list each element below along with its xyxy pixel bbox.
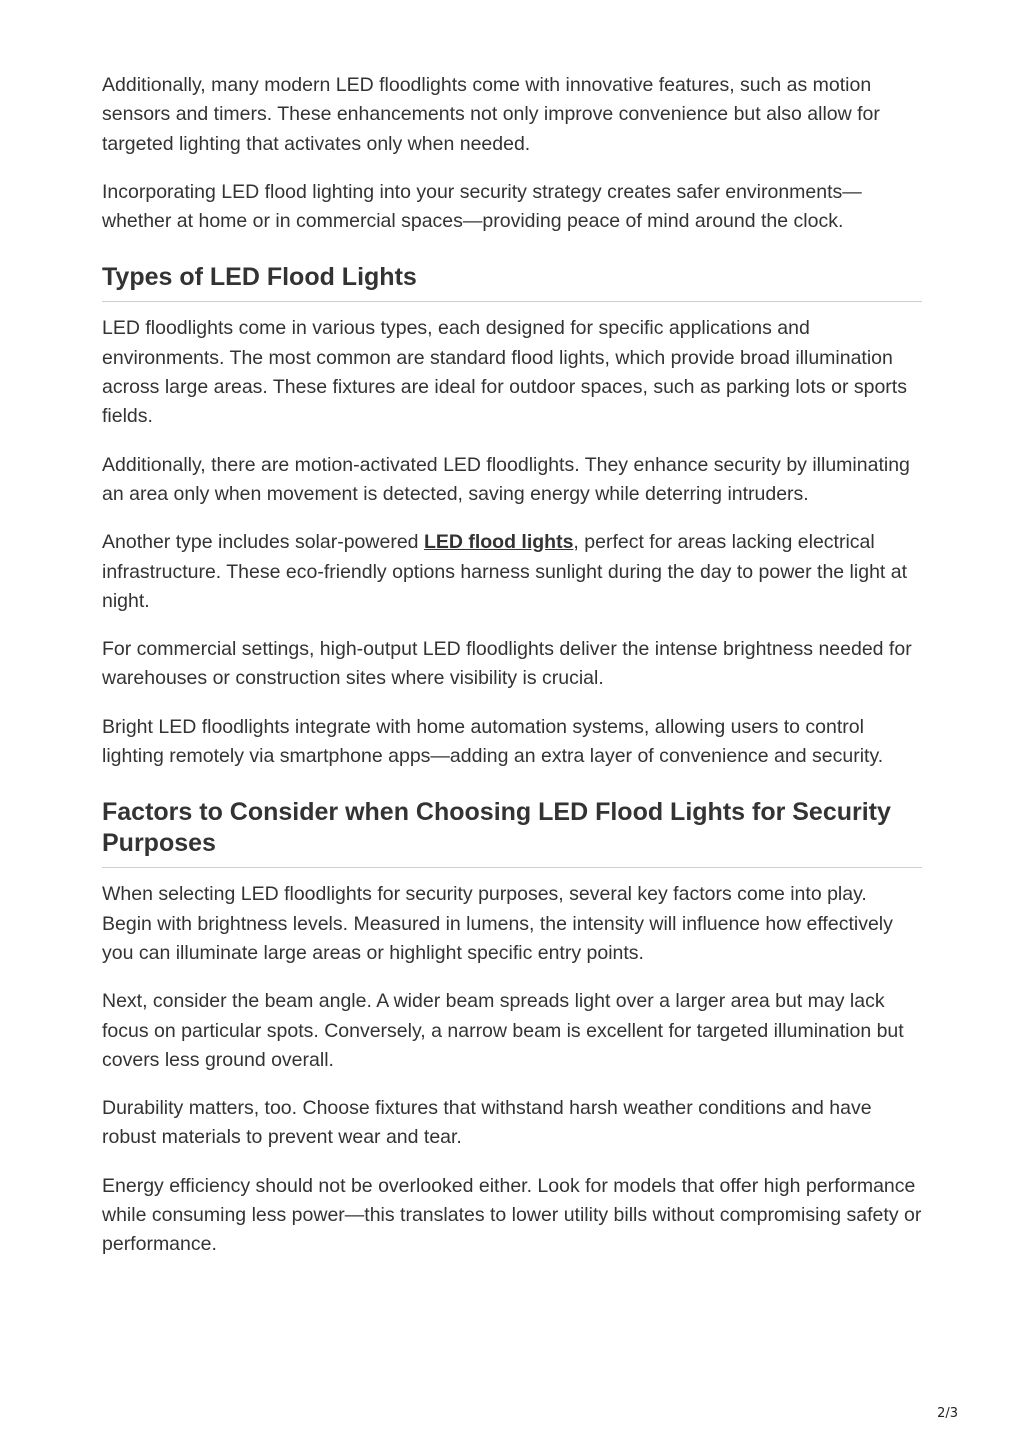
types-paragraph-3-before: Another type includes solar-powered [102, 531, 424, 554]
types-paragraph-2: Additionally, there are motion-activated LED floodlights. They enhance security by illuminating an area only when movement is detected, saving energy while deterring intruders. [102, 453, 910, 505]
types-section [102, 262, 922, 771]
types-paragraph-1: LED floodlights come in various types, each designed for specific applications and environments. The most common are standard flood lights, which provide broad illumination across large areas. These fixtures are ideal for outdoor spaces, such as parking lots or sports fields. [102, 317, 907, 428]
page-number: 2/3 [937, 1406, 958, 1421]
factors-paragraph-1: When selecting LED floodlights for security purposes, several key factors come into play. Begin with brightness levels. Measured in lumens, the intensity will influence how effectively you can illuminate large areas or highlight specific entry points. [102, 883, 893, 964]
factors-section [102, 797, 922, 1259]
types-paragraph-5: Bright LED floodlights integrate with home automation systems, allowing users to control lighting remotely via smartphone apps—adding an extra layer of convenience and security. [102, 715, 884, 768]
intro-paragraph-1: Additionally, many modern LED floodlights come with innovative features, such as motion sensors and timers. These enhancements not only improve convenience but also allow for targeted lighting that activates only when needed. [102, 74, 880, 155]
document-page [102, 71, 922, 1279]
types-heading: Types of LED Flood Lights [102, 262, 922, 302]
types-paragraph-3-after: , perfect for areas lacking electrical infrastructure. These eco-friendly options harness sunlight during the day to power the light at night. [102, 531, 908, 612]
intro-paragraph-2: Incorporating LED flood lighting into your security strategy creates safer environments—whether at home or in commercial spaces—providing peace of mind around the clock. [102, 180, 862, 233]
types-paragraph-4: For commercial settings, high-output LED floodlights deliver the intense brightness needed for warehouses or construction sites where visibility is crucial. [102, 638, 912, 690]
factors-paragraph-4: Energy efficiency should not be overlooked either. Look for models that offer high performance while consuming less power—this translates to lower utility bills without compromising safety or performance. [102, 1174, 922, 1256]
factors-paragraph-3: Durability matters, too. Choose fixtures that withstand harsh weather conditions and have robust materials to prevent wear and tear. [102, 1097, 872, 1149]
factors-heading: Factors to Consider when Choosing LED Flood Lights for Security Purposes [102, 797, 922, 868]
factors-paragraph-2: Next, consider the beam angle. A wider beam spreads light over a larger area but may lack focus on particular spots. Conversely, a narrow beam is excellent for targeted illumination but covers less ground overall. [102, 990, 904, 1071]
types-paragraph-3 [102, 528, 922, 616]
led-flood-lights-link[interactable]: LED flood lights [423, 531, 574, 554]
